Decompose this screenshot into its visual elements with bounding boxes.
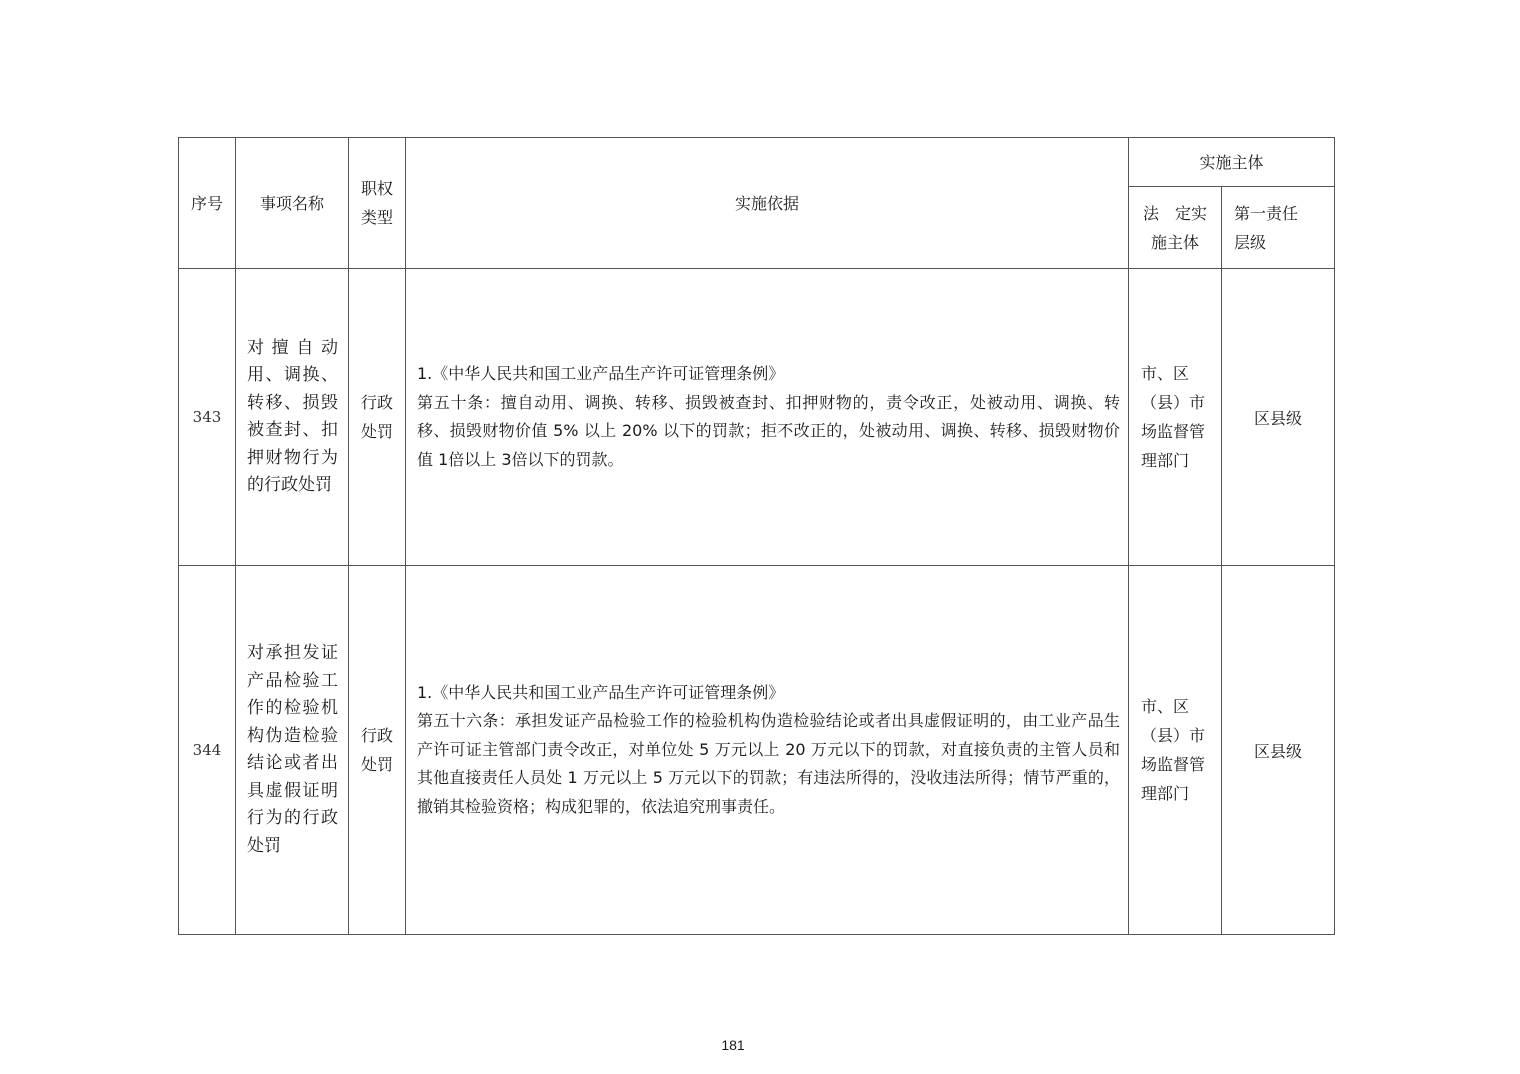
row-basis	[406, 269, 1129, 566]
header-entity-group: 实施主体	[1129, 138, 1335, 187]
header-basis: 实施依据	[406, 138, 1129, 269]
header-seq: 序号	[179, 138, 236, 269]
basis-title: 1.《中华人民共和国工业产品生产许可证管理条例》	[417, 682, 785, 702]
row-legal-entity: 市、区（县）市场监督管理部门	[1129, 566, 1222, 935]
row-legal-entity: 市、区（县）市场监督管理部门	[1129, 269, 1222, 566]
page-number: 181	[721, 1037, 745, 1053]
header-row	[179, 138, 1335, 187]
row-first-level: 区县级	[1222, 269, 1335, 566]
row-first-level: 区县级	[1222, 566, 1335, 935]
table-row	[179, 566, 1335, 935]
regulation-table	[178, 137, 1335, 935]
header-first-level: 第一责任层级	[1222, 187, 1335, 269]
basis-title: 1.《中华人民共和国工业产品生产许可证管理条例》	[417, 364, 785, 383]
header-authority-type: 职权类型	[349, 138, 406, 269]
row-item-name: 对承担发证产品检验工作的检验机构伪造检验结论或者出具虚假证明行为的行政处罚	[236, 566, 349, 935]
header-item-name: 事项名称	[236, 138, 349, 269]
table-row	[179, 269, 1335, 566]
row-authority-type: 行政处罚	[349, 566, 406, 935]
basis-text: 第五十六条：承担发证产品检验工作的检验机构伪造检验结论或者出具虚假证明的，由工业产品生产许可证主管部门责令改正，对单位处 5 万元以上 20 万元以下的罚款，对直接负责的主管人员和其他直接责任人员处 1 万元以上 5 万元以下的罚款；有违法所得的，没收违法所得；情节严重的，撤销其检验资格；构成犯罪的，依法追究刑事责任。	[417, 711, 1120, 816]
header-legal-entity: 法 定实施主体	[1129, 187, 1222, 269]
row-item-name: 对擅自动用、调换、转移、损毁被查封、扣押财物行为的行政处罚	[236, 269, 349, 566]
basis-text: 第五十条：擅自动用、调换、转移、损毁被查封、扣押财物的，责令改正，处被动用、调换、转移、损毁财物价值 5% 以上 20% 以下的罚款；拒不改正的，处被动用、调换、转移、损毁财物价值 1倍以上 3倍以下的罚款。	[417, 392, 1120, 469]
row-basis	[406, 566, 1129, 935]
row-authority-type: 行政处罚	[349, 269, 406, 566]
row-seq: 343	[179, 269, 236, 566]
row-seq: 344	[179, 566, 236, 935]
